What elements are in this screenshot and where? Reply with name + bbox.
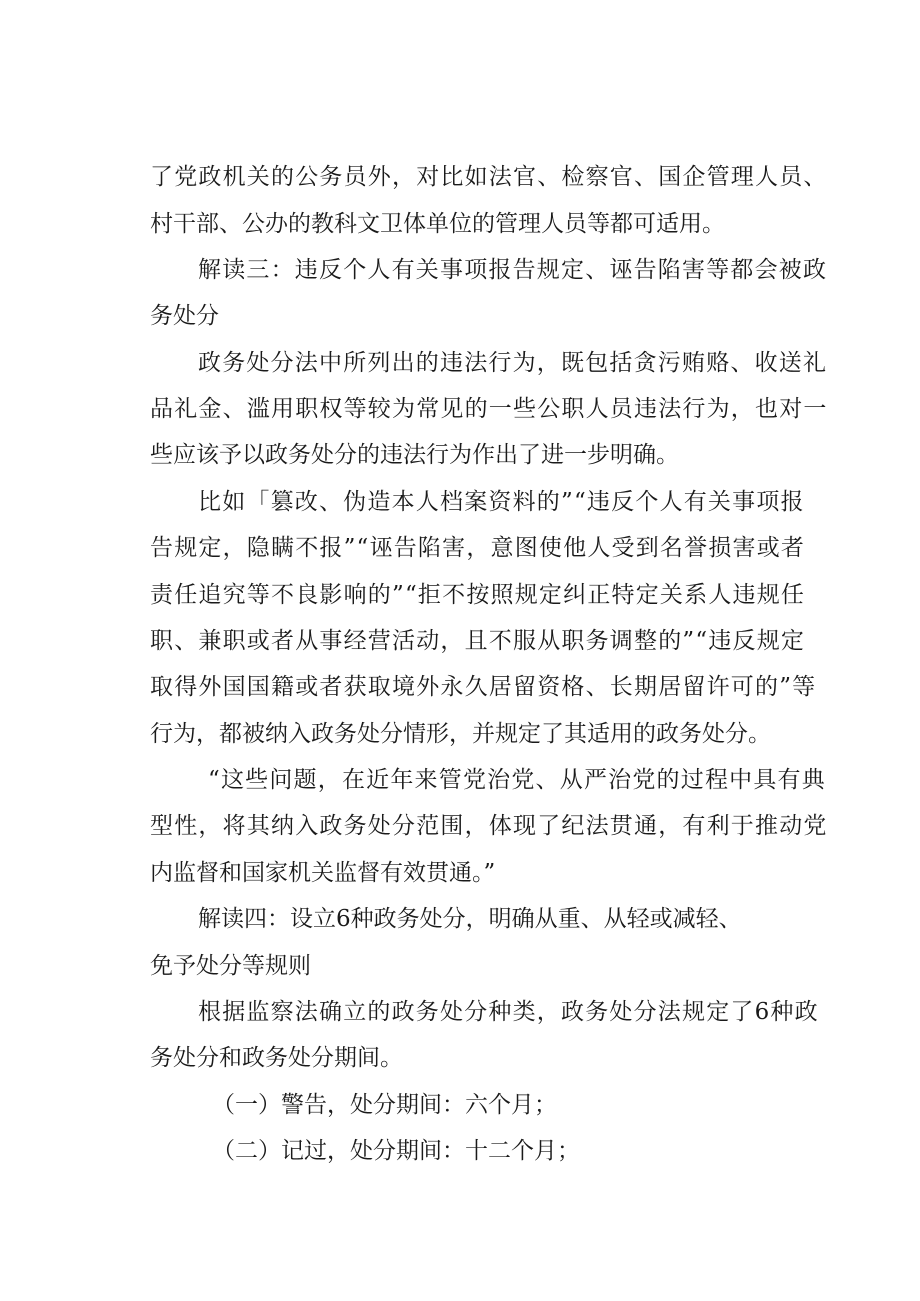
body-line-8: 比如「篡改、伪造本人档案资料的”“违反个人有关事项报 bbox=[198, 489, 805, 515]
heading-interpretation-3-line-1: 解读三：违反个人有关事项报告规定、诬告陷害等都会被政 bbox=[198, 257, 828, 283]
quote-line-2: 型性，将其纳入政务处分范围，体现了纪法贯通，有利于推动党 bbox=[150, 813, 828, 839]
list-item-warning: （一）警告，处分期间：六个月； bbox=[212, 1092, 557, 1118]
body-line-10: 责任追究等不良影响的”“拒不按照规定纠正特定关系人违规任 bbox=[150, 582, 806, 608]
list-item-demerit: （二）记过，处分期间：十二个月； bbox=[212, 1138, 580, 1164]
body-line-11: 职、兼职或者从事经营活动，且不服从职务调整的”“违反规定 bbox=[150, 628, 806, 654]
body-line-2: 村干部、公办的教科文卫体单位的管理人员等都可适用。 bbox=[150, 211, 725, 237]
heading-interpretation-3-line-2: 务处分 bbox=[150, 303, 219, 329]
heading-interpretation-4-line-2: 免予处分等规则 bbox=[150, 953, 311, 979]
body-line-12: 取得外国国籍或者获取境外永久居留资格、长期居留许可的”等 bbox=[150, 674, 817, 700]
body-line-5: 政务处分法中所列出的违法行为，既包括贪污贿赂、收送礼 bbox=[198, 350, 828, 376]
body-line-9: 告规定，隐瞒不报”“诬告陷害，意图使他人受到名誉损害或者 bbox=[150, 535, 806, 561]
heading-interpretation-4-line-1: 解读四：设立6种政务处分，明确从重、从轻或减轻、 bbox=[198, 906, 742, 932]
quote-line-3: 内监督和国家机关监督有效贯通。” bbox=[150, 860, 496, 886]
body-line-6: 品礼金、滥用职权等较为常见的一些公职人员违法行为，也对一 bbox=[150, 396, 828, 422]
body-line-20: 务处分和政务处分期间。 bbox=[150, 1045, 403, 1071]
quote-line-1: “这些问题，在近年来管党治党、从严治党的过程中具有典 bbox=[208, 767, 826, 793]
body-line-19: 根据监察法确立的政务处分种类，政务处分法规定了6种政 bbox=[198, 999, 819, 1025]
body-line-13: 行为，都被纳入政务处分情形，并规定了其适用的政务处分。 bbox=[150, 721, 771, 747]
body-line-1: 了党政机关的公务员外，对比如法官、检察官、国企管理人员、 bbox=[150, 164, 828, 190]
body-line-7: 些应该予以政务处分的违法行为作出了进一步明确。 bbox=[150, 442, 679, 468]
